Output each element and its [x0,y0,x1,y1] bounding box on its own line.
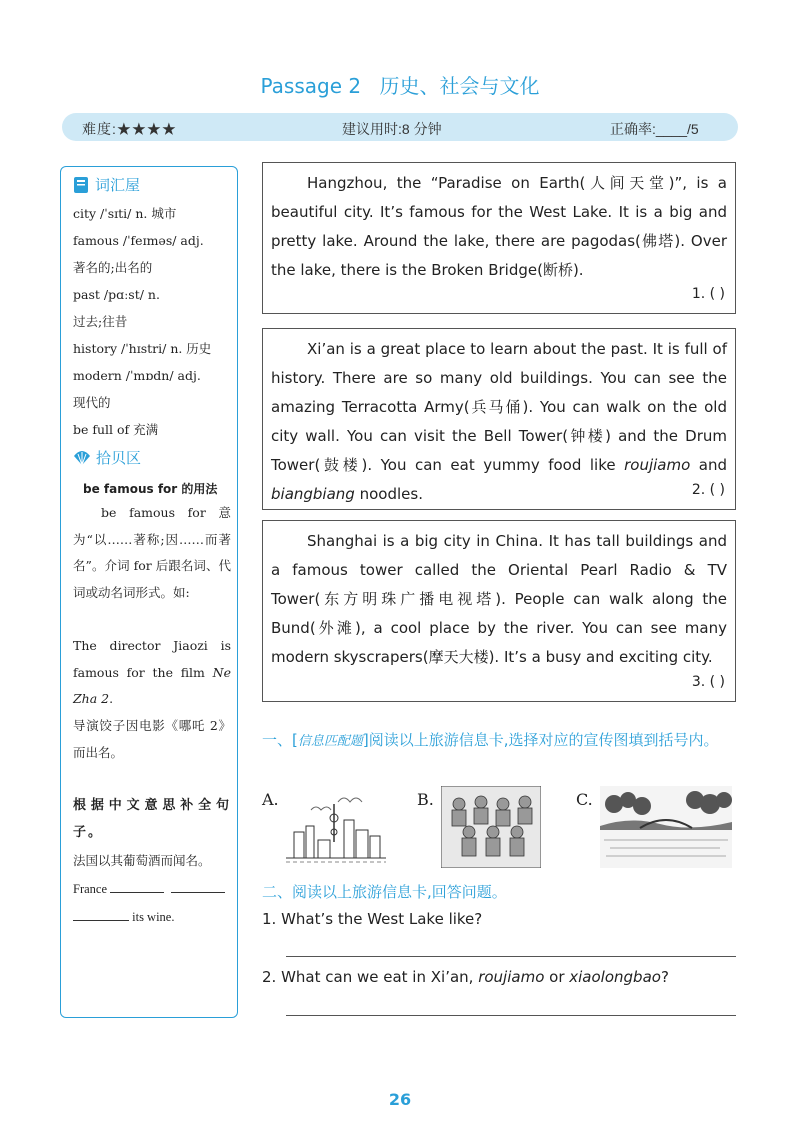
choice-b-label: B. [417,790,434,809]
choice-c-label: C. [576,790,593,809]
question-2-text: ? [660,968,669,986]
exercise-cn: 法国以其葡萄酒而闻名。 [73,853,211,868]
usage-text: be famous for 意为“以……著称;因……而著名”。介词 for 后跟名词、代词或动名词形式。如: [73,505,231,600]
vocab-line: 过去;往昔 [73,314,128,329]
food-biangbiang: biangbiang [271,485,355,503]
question-2-text: 2. What can we eat in Xi’an, [262,968,479,986]
exercise-blank[interactable] [73,920,129,921]
passage-card-shanghai [262,520,736,702]
passage-text: Shanghai is a big city in China. It has tall buildings and a famous tower called the Oriental Pearl Radio & TV Tower(东方明珠广播电视塔). People can walk along the Bund(外滩), a cool place by the river. You can see many modern skyscrapers(摩天大楼). It’s a busy and exciting city. [271,532,727,666]
answer-slot-2[interactable]: 2. ( ) [691,482,725,498]
passage-card-xian [262,328,736,510]
question-1: 1. What’s the West Lake like? [262,910,483,928]
vocab-line: be full of 充满 [73,422,159,437]
question-2-option: roujiamo [478,968,545,986]
vocab-line: history /ˈhɪstri/ n. 历史 [73,341,212,356]
answer-line-2[interactable] [286,1015,736,1016]
section-1-heading [262,726,742,756]
exercise-blank-1 [73,881,229,897]
difficulty-rating: 难度:★★★★ [82,121,177,137]
passage-card-hangzhou [262,162,736,314]
question-2 [262,968,669,986]
example-en-end: . [109,691,114,706]
section-1-prefix: 一、[ [262,731,298,749]
page-title [0,70,800,99]
book-icon [73,176,89,194]
passage-text: Hangzhou, the “Paradise on Earth(人间天堂)”, is a beautiful city. It’s famous for the West Lake. It is a big and pretty lake. Around the lake, there are pagodas(佛塔). Over the lake, there is the Broken Bridge(断桥). [271,174,727,279]
exercise-blank[interactable] [171,892,225,893]
shanghai-skyline-image[interactable] [286,792,386,864]
accuracy-field: 正确率:____/5 [610,121,699,137]
section-1-tag: 信息匹配题 [297,734,363,749]
vocab-title: 词汇屋 [95,176,141,194]
shell-title: 拾贝区 [96,449,142,467]
suggested-time: 建议用时:8 分钟 [342,121,442,137]
answer-slot-1[interactable]: 1. ( ) [691,286,725,302]
passage-topic: 历史、社会与文化 [379,74,540,98]
choice-a-label: A. [262,790,279,809]
usage-example-en [73,633,231,713]
usage-example-cn: 导演饺子因电影《哪吒 2》而出名。 [73,718,231,760]
usage-title: be famous for 的用法 [83,482,218,496]
question-2-text: or [544,968,570,986]
vocab-line: city /ˈsɪti/ n. 城市 [73,206,177,221]
section-1-text: ]阅读以上旅游信息卡,选择对应的宣传图填到括号内。 [362,731,719,749]
exercise-blank[interactable] [110,892,164,893]
passage-label: Passage 2 [260,74,362,98]
vocab-line: 现代的 [73,395,111,410]
terracotta-army-image[interactable] [441,786,541,868]
example-film-title: Ne Zha 2 [73,664,231,706]
vocab-line: famous /ˈfeɪməs/ adj. [73,233,204,248]
sidebar-panel [60,166,238,1018]
vocab-line: modern /ˈmɒdn/ adj. [73,368,201,383]
exercise-blank-2 [73,909,229,925]
exercise-en-start: France [73,882,108,896]
vocab-line: 著名的;出名的 [73,260,153,275]
example-en-text: The director Jiaozi is famous for the film [73,638,231,680]
exercise-title: 根据中文意思补全句子。 [73,798,231,840]
vocab-line: past /pɑːst/ n. [73,287,160,302]
passage-text-part: noodles. [354,485,423,503]
section-2-heading: 二、阅读以上旅游信息卡,回答问题。 [262,883,507,901]
passage-text [271,335,727,509]
passage-text-part: Xi’an is a great place to learn about the past. It is full of history. There are so many old buildings. You can see the amazing Terracotta Army(兵马俑). You can walk on the old city wall. You can visit the Bell Tower(钟楼) and the Drum Tower(鼓楼). You can eat yummy food like [271,340,727,474]
west-lake-image[interactable] [600,786,732,868]
question-2-option: xiaolongbao [569,968,661,986]
shell-icon [73,450,91,466]
answer-line-1[interactable] [286,956,736,957]
shell-heading [73,447,141,468]
info-bar [62,113,738,141]
page-number: 26 [388,1090,412,1109]
food-roujiamo: roujiamo [624,456,691,474]
exercise-en-end: its wine. [132,910,175,924]
passage-text-part: and [690,456,727,474]
vocab-heading [73,174,140,195]
answer-slot-3[interactable]: 3. ( ) [691,674,725,690]
